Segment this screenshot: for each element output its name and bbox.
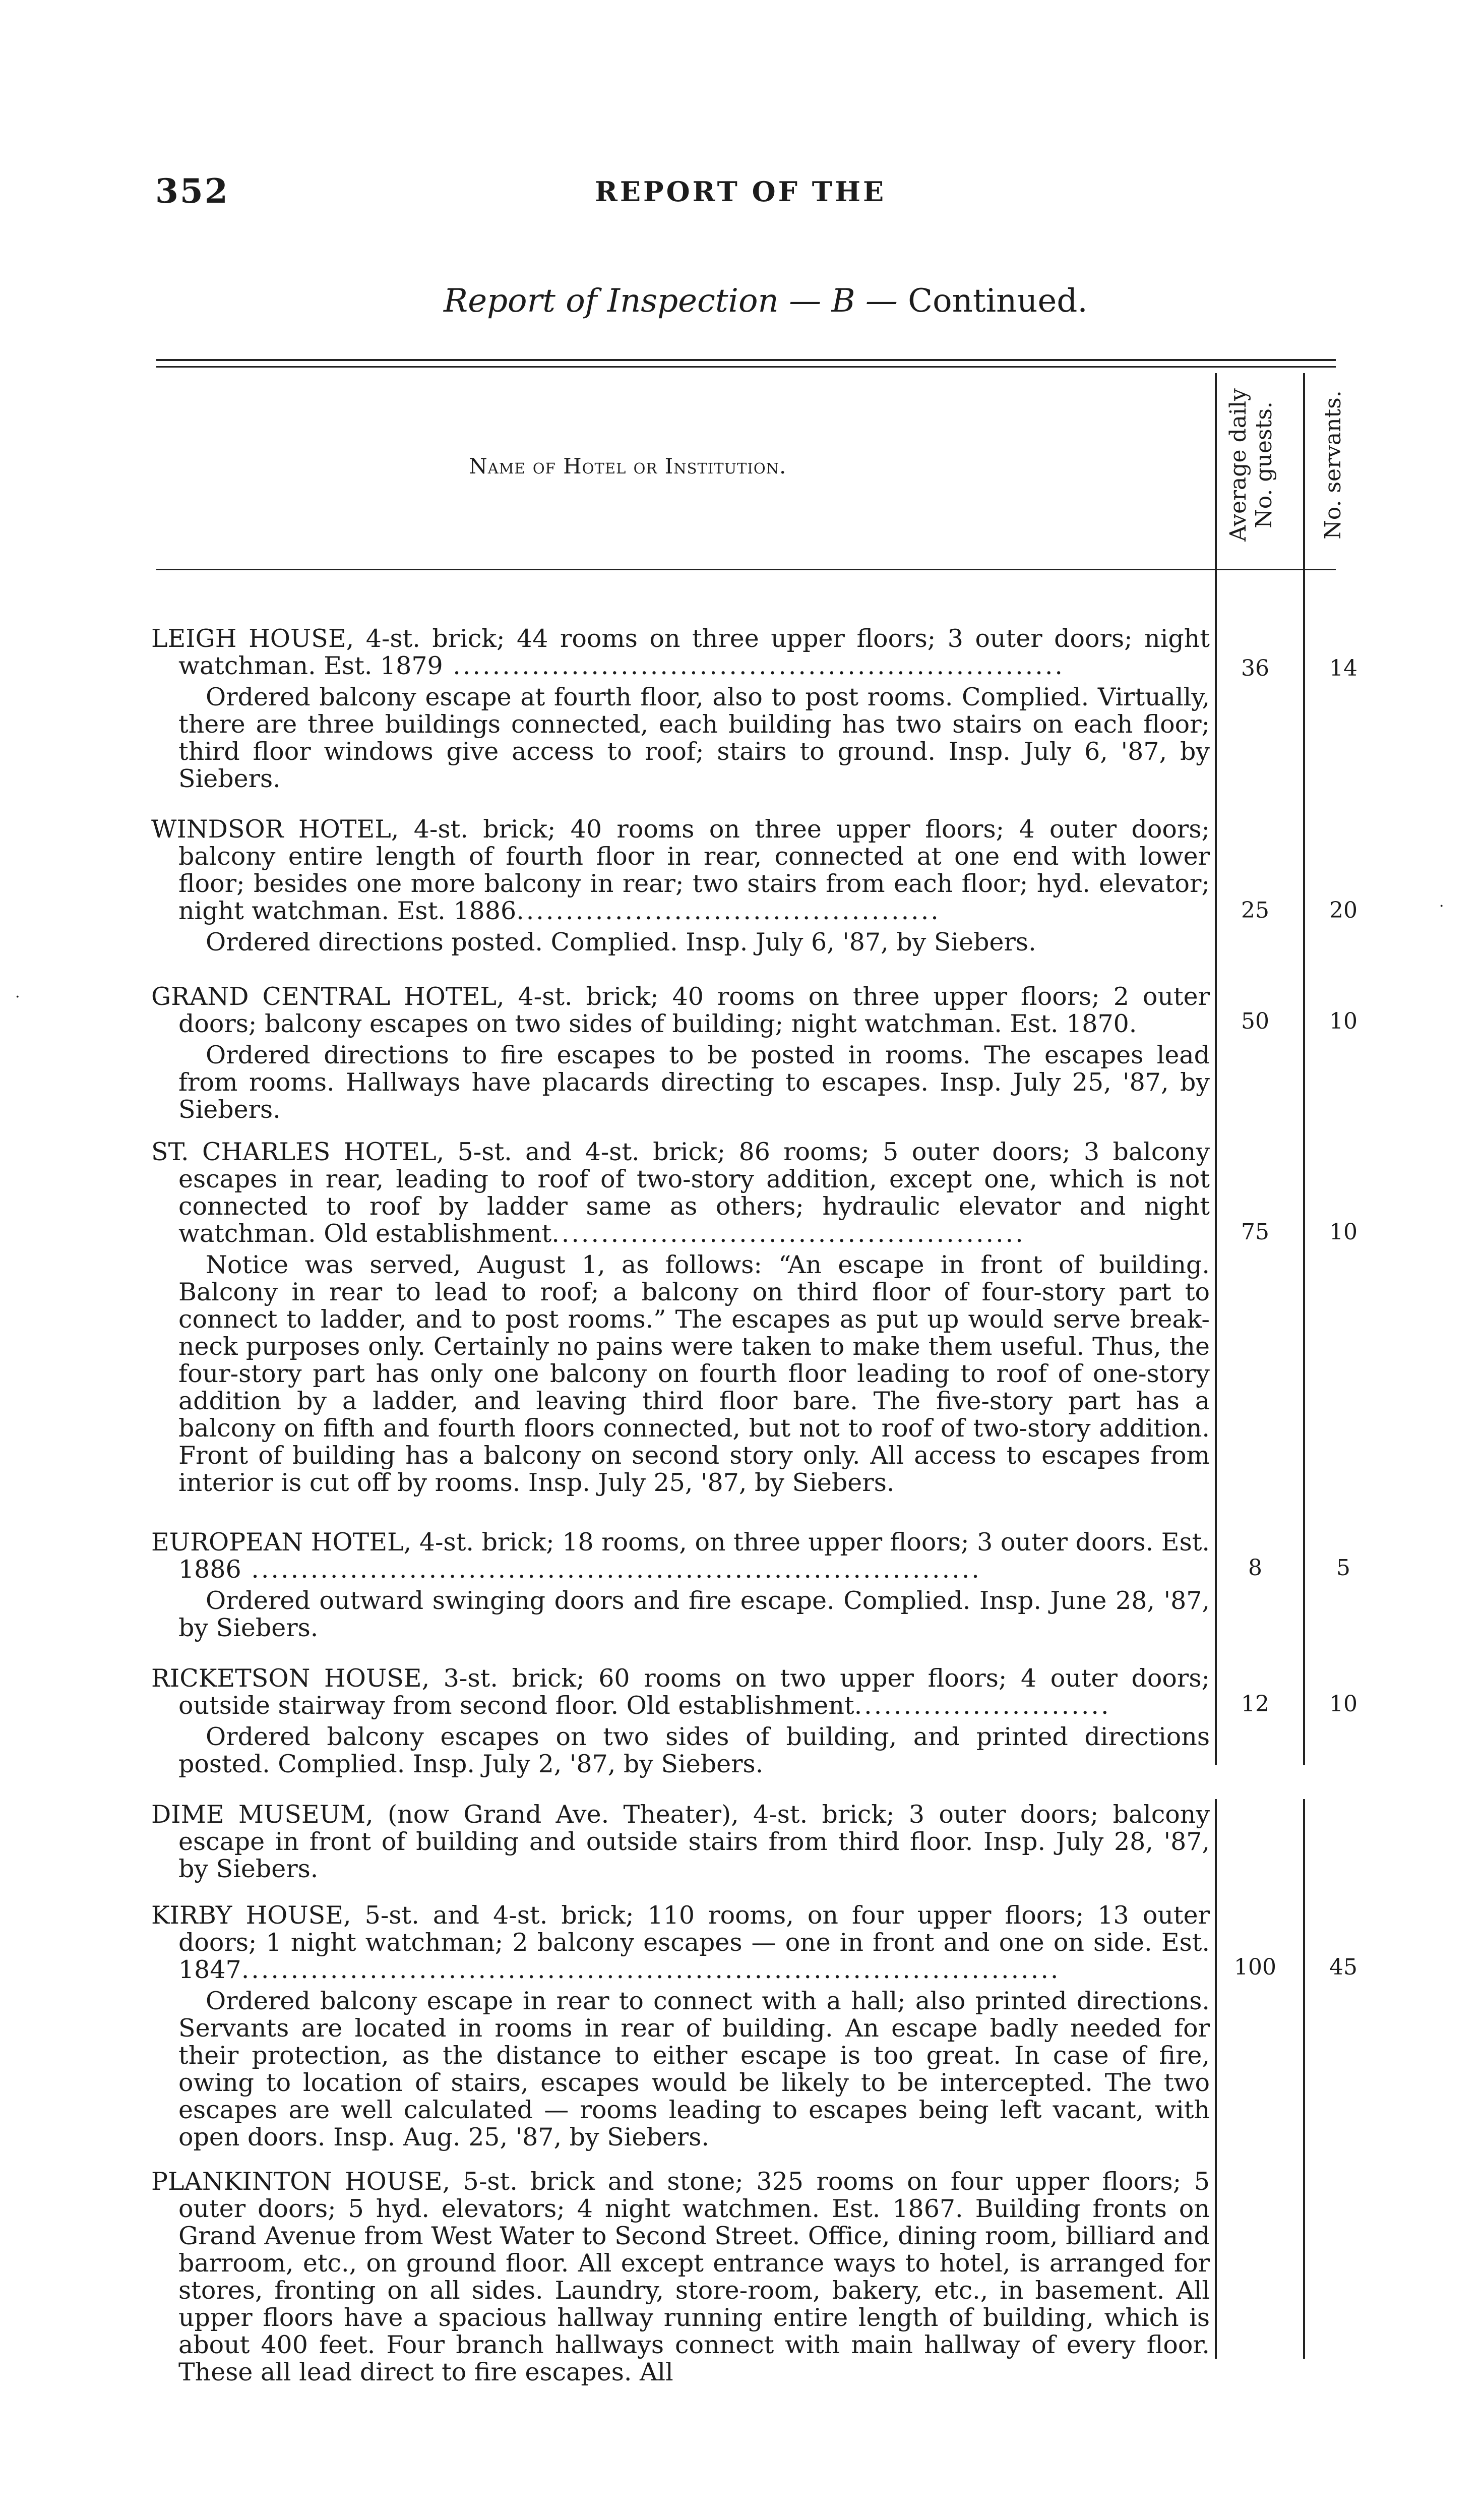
hotel-description: 3-st. brick; 60 rooms on two upper floors; 4 outer doors; outside stairway from second floor. Old establishment bbox=[178, 1664, 1210, 1720]
servants-header-text: No. servants. bbox=[1320, 390, 1346, 540]
entry-heading bbox=[151, 1665, 1210, 1719]
hotel-name: ST. CHARLES HOTEL, bbox=[151, 1138, 445, 1166]
leader-dots: ................................................ bbox=[551, 1219, 1025, 1248]
avg-guests-line2: No. guests. bbox=[1251, 401, 1277, 528]
hotel-name: EUROPEAN HOTEL, bbox=[151, 1528, 412, 1557]
avg-guests-value: 36 bbox=[1241, 655, 1269, 681]
servants-value: 14 bbox=[1329, 655, 1357, 681]
entry-heading bbox=[151, 983, 1210, 1038]
inspection-note: Ordered outward swinging doors and fire escape. Complied. Insp. June 28, '87, by Siebers. bbox=[178, 1586, 1210, 1642]
hotel-description: 4-st. brick; 40 rooms on three upper floors; 2 outer doors; balcony escapes on two sides of building; night watchman. Est. 1870. bbox=[178, 982, 1210, 1038]
entry-heading bbox=[151, 1902, 1210, 1984]
leader-dots: ................................................................................... bbox=[241, 1955, 1061, 1984]
column-header-avg-guests bbox=[1226, 369, 1277, 561]
avg-guests-value: 100 bbox=[1234, 1954, 1276, 1980]
servants-value: 10 bbox=[1329, 1219, 1357, 1245]
leader-dots: .............................................................. bbox=[443, 651, 1065, 680]
servants-value: 10 bbox=[1329, 1691, 1357, 1717]
avg-guests-value: 8 bbox=[1248, 1555, 1262, 1581]
servants-value: 20 bbox=[1329, 898, 1357, 923]
page-number: 352 bbox=[155, 171, 229, 211]
entry-heading bbox=[151, 1801, 1210, 1883]
hotel-entry bbox=[151, 983, 1210, 1123]
avg-guests-value: 25 bbox=[1241, 898, 1269, 923]
hotel-entry bbox=[151, 816, 1210, 956]
hotel-description: 4-st. brick; 40 rooms on three upper floors; 4 outer doors; balcony entire length of fourth floor in rear, connected at one end with lower floor; besides one more balcony in rear; two stairs from each floor; hyd. elevator; night watchman. Est. 1886 bbox=[178, 815, 1210, 925]
column-header-name: Name of Hotel or Institution. bbox=[469, 454, 787, 479]
hotel-name: KIRBY HOUSE, bbox=[151, 1901, 351, 1930]
hotel-entry bbox=[151, 1801, 1210, 1883]
entry-heading bbox=[151, 816, 1210, 925]
entry-heading bbox=[151, 2168, 1210, 2386]
inspection-note: Ordered balcony escapes on two sides of building, and printed directions posted. Complied. Insp. July 2, '87, by Siebers. bbox=[178, 1722, 1210, 1778]
avg-guests-value: 50 bbox=[1241, 1008, 1269, 1034]
hotel-name: GRAND CENTRAL HOTEL, bbox=[151, 982, 505, 1011]
margin-speck: · bbox=[15, 988, 20, 1006]
hotel-entry bbox=[151, 2168, 1210, 2386]
hotel-description: 5-st. brick and stone; 325 rooms on four upper floors; 5 outer doors; 5 hyd. elevators; 4 night watchmen. Est. 1867. Building fronts on Grand Avenue from West Water to Second Street. Office, dining room, billiard and barroom, etc., on ground floor. All except entrance ways to hotel, is arranged for stores, fronting on all sides. Laundry, store-room, bakery, etc., in basement. All upper floors have a spacious hallway running entire length of building, which is about 400 feet. Four branch hallways connect with main hallway of every floor. These all lead direct to fire escapes. All bbox=[178, 2167, 1210, 2386]
hotel-description: 4-st. brick; 18 rooms, on three upper floors; 3 outer doors. Est. 1886 bbox=[178, 1528, 1210, 1584]
hotel-entry bbox=[151, 1529, 1210, 1642]
hotel-entry bbox=[151, 1902, 1210, 2151]
inspection-note: Ordered directions posted. Complied. Insp. July 6, '87, by Siebers. bbox=[206, 928, 1036, 956]
avg-guests-value: 75 bbox=[1241, 1219, 1269, 1245]
hotel-name: DIME MUSEUM, bbox=[151, 1800, 374, 1829]
inspection-note: Ordered balcony escape at fourth floor, also to post rooms. Complied. Virtually, there are three buildings connected, each building has two stairs on each floor; third floor windows give access to roof; stairs to ground. Insp. July 6, '87, by Siebers. bbox=[178, 683, 1210, 793]
hotel-name: RICKETSON HOUSE, bbox=[151, 1664, 430, 1693]
hotel-description: (now Grand Ave. Theater), 4-st. brick; 3 outer doors; balcony escape in front of building and outside stairs from third floor. Insp. July 28, '87, by Siebers. bbox=[178, 1800, 1210, 1883]
section-title-rest: Continued. bbox=[897, 282, 1088, 320]
column-divider-2-lower bbox=[1303, 1799, 1305, 2359]
hotel-description: 4-st. brick; 44 rooms on three upper floors; 3 outer doors; night watchman. Est. 1879 bbox=[178, 624, 1210, 680]
hotel-description: 5-st. and 4-st. brick; 110 rooms, on four upper floors; 13 outer doors; 1 night watchman; 2 balcony escapes — one in front and one on side. Est. 1847 bbox=[178, 1901, 1210, 1984]
hotel-entry bbox=[151, 1665, 1210, 1778]
hotel-entry bbox=[151, 1139, 1210, 1497]
avg-guests-value: 12 bbox=[1241, 1691, 1269, 1717]
entry-heading bbox=[151, 625, 1210, 680]
inspection-note: Ordered directions to fire escapes to be posted in rooms. The escapes lead from rooms. Hallways have placards directing to escapes. Insp. July 25, '87, by Siebers. bbox=[178, 1041, 1210, 1124]
hotel-name: LEIGH HOUSE, bbox=[151, 624, 354, 653]
hotel-name: WINDSOR HOTEL, bbox=[151, 815, 399, 844]
column-divider-1-upper bbox=[1215, 373, 1217, 1765]
servants-value: 5 bbox=[1336, 1555, 1350, 1581]
column-header-servants bbox=[1321, 369, 1346, 561]
column-divider-2-upper bbox=[1303, 373, 1305, 1765]
margin-speck: · bbox=[1439, 898, 1444, 915]
leader-dots: .......................... bbox=[854, 1691, 1111, 1720]
leader-dots: .......................................................................... bbox=[241, 1555, 981, 1584]
top-double-rule-2 bbox=[156, 366, 1336, 368]
entry-heading bbox=[151, 1529, 1210, 1583]
leader-dots: ........................................... bbox=[516, 896, 941, 925]
avg-guests-line1: Average daily bbox=[1225, 388, 1251, 542]
hotel-name: PLANKINTON HOUSE, bbox=[151, 2167, 451, 2196]
entry-heading bbox=[151, 1139, 1210, 1247]
hotel-description: 5-st. and 4-st. brick; 86 rooms; 5 outer doors; 3 balcony escapes in rear, leading to roof of two-story addition, except one, which is not connected to roof by ladder same as others; hydraulic elevator and night watchman. Old establishment bbox=[178, 1138, 1210, 1248]
section-title-italic: Report of Inspection — B — bbox=[444, 282, 898, 320]
hotel-entry bbox=[151, 625, 1210, 793]
section-title bbox=[444, 282, 1088, 320]
column-divider-1-lower bbox=[1215, 1799, 1217, 2359]
inspection-note: Ordered balcony escape in rear to connect with a hall; also printed directions. Servants are located in rooms in rear of building. An escape badly needed for their protection, as the distance to either escape is too great. In case of fire, owing to location of stairs, escapes would be likely to be intercepted. The two escapes are well calculated — rooms leading to escapes being left vacant, with open doors. Insp. Aug. 25, '87, by Siebers. bbox=[178, 1987, 1210, 2151]
servants-value: 45 bbox=[1329, 1954, 1357, 1980]
servants-value: 10 bbox=[1329, 1008, 1357, 1034]
header-bottom-rule bbox=[156, 569, 1336, 570]
running-head: REPORT OF THE bbox=[595, 175, 887, 208]
inspection-note: Notice was served, August 1, as follows: “An escape in front of building. Balcony in rear to lead to roof; a balcony on third floor of four-story part to connect to ladder, and to post rooms.” The escapes as put up would serve break-neck purposes only. Certainly no pains were taken to make them useful. Thus, the four-story part has only one balcony on fourth floor leading to roof of one-story addition by a ladder, and leaving third floor bare. The five-story part has a balcony on fifth and fourth floors connected, but not to roof of two-story addition. Front of building has a balcony on second story only. All access to escapes from interior is cut off by rooms. Insp. July 25, '87, by Siebers. bbox=[178, 1250, 1210, 1497]
top-double-rule-1 bbox=[156, 359, 1336, 361]
